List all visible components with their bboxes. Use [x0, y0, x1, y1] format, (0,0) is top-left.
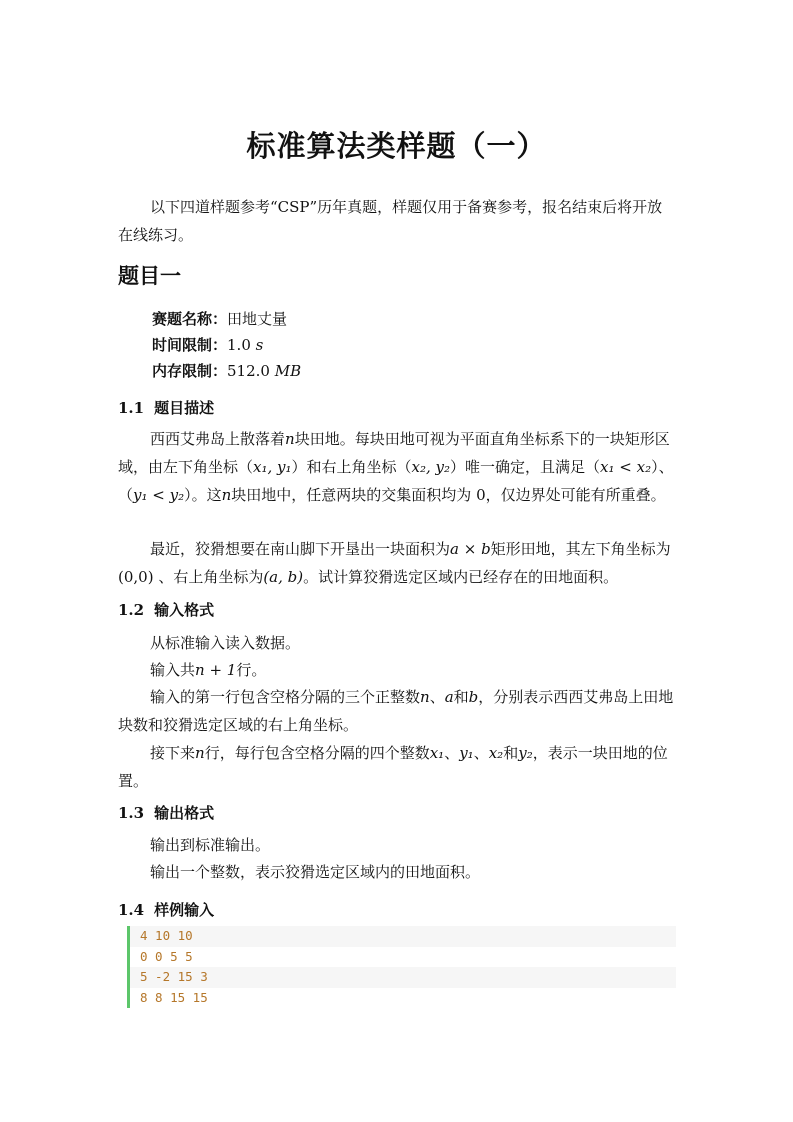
code-line: 4 10 10	[130, 926, 676, 947]
text: ，分别表示西西艾弗岛上田地块数和狡猾选定区域的右上角坐标。	[118, 688, 674, 734]
math-area: a × b	[450, 540, 491, 558]
text: 块田地中，任意两块的交集面积均为 0，仅边界处可能有所重叠。	[231, 486, 666, 504]
code-line: 8 8 15 15	[140, 989, 208, 1005]
math-a: a	[444, 688, 454, 706]
meta-time-value: 1.0	[227, 336, 251, 354]
meta-time	[152, 332, 263, 358]
meta-name-key: 赛题名称：	[152, 310, 228, 328]
meta-memory-key: 内存限制：	[152, 362, 228, 380]
text: 、	[429, 688, 445, 706]
math-n-plus-1: n + 1	[195, 661, 237, 679]
text: 、	[473, 744, 489, 762]
meta-name-value: 田地丈量	[227, 310, 288, 328]
math-y-condition: y₁ < y₂	[133, 486, 185, 504]
math-n: n	[420, 688, 430, 706]
text: 。试计算狡猾选定区域内已经存在的田地面积。	[303, 568, 619, 586]
math-y1: y₁	[459, 744, 474, 762]
input-paragraph-2	[118, 656, 674, 684]
section-output-heading	[118, 802, 214, 823]
text: ）唯一确定，且满足（	[450, 458, 601, 476]
meta-name	[152, 306, 287, 332]
text: ，表示一块田地的位置。	[118, 744, 668, 790]
math-y2: y₂	[518, 744, 533, 762]
text: ）、（	[118, 458, 674, 504]
text: ）和右上角坐标（	[291, 458, 412, 476]
description-paragraph-1	[118, 425, 674, 509]
description-paragraph-2	[118, 535, 674, 591]
meta-time-unit: s	[255, 336, 264, 354]
intro-paragraph: 以下四道样题参考“CSP”历年真题，样题仅用于备赛参考，报名结束后将开放在线练习。	[118, 198, 663, 244]
meta-memory	[152, 358, 301, 384]
math-x2: x₂	[488, 744, 504, 762]
meta-memory-unit: MB	[274, 362, 302, 380]
text: 行，每行包含空格分隔的四个整数	[204, 744, 430, 762]
section-title: 样例输入	[154, 901, 215, 919]
section-description-heading	[118, 397, 214, 418]
text: 输入共	[150, 661, 196, 679]
math-b: b	[468, 688, 479, 706]
text: ）。这	[184, 486, 222, 504]
text: 西西艾弗岛上散落着	[150, 430, 286, 448]
meta-time-key: 时间限制：	[152, 336, 228, 354]
text: 接下来	[150, 744, 196, 762]
section-sample-heading	[118, 899, 214, 920]
input-paragraph-1: 从标准输入读入数据。	[150, 634, 301, 652]
output-paragraph-1: 输出到标准输出。	[150, 836, 271, 854]
section-number: 1.4	[118, 901, 145, 919]
code-line: 0 0 5 5	[140, 948, 193, 964]
math-bottom-left: x₁, y₁	[253, 458, 292, 476]
page-title: 标准算法类样题（一）	[246, 129, 547, 163]
text: 块田地。每块田地可视为平面直角坐标系下的一块矩形区域，由左下角坐标（	[118, 430, 670, 476]
math-n: n	[285, 430, 295, 448]
text: 行。	[236, 661, 267, 679]
section-input-heading	[118, 599, 214, 620]
text: 和	[503, 744, 519, 762]
text: 输入的第一行包含空格分隔的三个正整数	[150, 688, 421, 706]
code-line: 5 -2 15 3	[130, 967, 676, 988]
text: 矩形田地，其左下角坐标为 (0,0) 、右上角坐标为	[118, 540, 671, 586]
section-title: 输出格式	[154, 804, 215, 822]
math-x-condition: x₁ < x₂	[600, 458, 652, 476]
section-title: 题目描述	[154, 399, 215, 417]
section-number: 1.2	[118, 601, 145, 619]
text: 最近，狡猾想要在南山脚下开垦出一块面积为	[150, 540, 451, 558]
input-paragraph-3	[118, 683, 674, 739]
text: 、	[444, 744, 460, 762]
problem-heading: 题目一	[118, 264, 181, 288]
math-x1: x₁	[429, 744, 445, 762]
math-ab: (a, b)	[263, 568, 304, 586]
section-title: 输入格式	[154, 601, 215, 619]
text: 和	[453, 688, 469, 706]
output-paragraph-2: 输出一个整数，表示狡猾选定区域内的田地面积。	[150, 863, 481, 881]
math-n: n	[195, 744, 205, 762]
section-number: 1.1	[118, 399, 145, 417]
meta-memory-value: 512.0	[227, 362, 270, 380]
sample-input-code-block	[127, 926, 676, 1008]
section-number: 1.3	[118, 804, 145, 822]
input-paragraph-4	[118, 739, 674, 795]
math-top-right: x₂, y₂	[411, 458, 451, 476]
math-n: n	[221, 486, 232, 504]
